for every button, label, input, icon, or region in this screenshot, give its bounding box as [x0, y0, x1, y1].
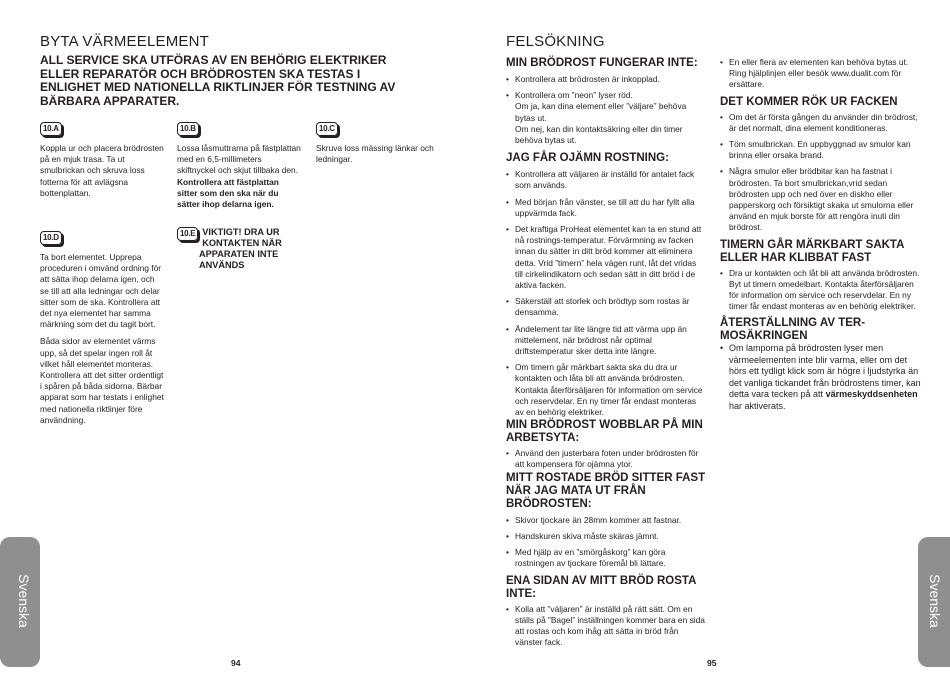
list-item-continued: • En eller flera av elementen kan behöva bytas ut. Ring hjälplinjen eller besök www.dualit.com för ersättare.	[720, 57, 922, 91]
step-badge: 10.D	[40, 231, 62, 245]
list-item: • Några smulor eller brödbitar kan ha fastnat i brödrosten. Ta bort smulbrickan,vrid sedan brödrosten upp och ned över en diskho eller papperskorg och försiktigt skaka ut smulorna eller använd en mjuk borste för att rengöra inuti din brödrost.	[720, 166, 922, 233]
language-tab-left	[0, 537, 40, 667]
page-number-right: 95	[707, 658, 717, 668]
list-item: • Kontrollera att väljaren är inställd för antalet fack som används.	[506, 169, 706, 191]
step-10d	[40, 227, 164, 426]
step-text: Koppla ur och placera brödrosten på en mjuk trasa. Ta ut smulbrickan och skruva loss fotterna för att avlägsna bottenplattan.	[40, 143, 164, 198]
step-note: Kontrollera att fästplattan sitter som den ska när du sätter ihop delarna igen.	[177, 176, 279, 210]
step-10b	[177, 118, 301, 210]
list-item: • Handskuren skiva måste skäras jämnt.	[506, 531, 706, 542]
list-item: • Kontrollera om ”neon” lyser röd. Om ja, kan dina element eller ”väljare” behöva bytas ut. Om nej, kan din kontaktsäkring eller din timer behöva bytas ut.	[506, 90, 706, 146]
section-heading: MIN BRÖDROST FUNGERAR INTE:	[506, 57, 698, 69]
section-heading: MITT ROSTADE BRÖD SITTER FAST NÄR JAG MATA UT FRÅN BRÖDROSTEN:	[506, 471, 706, 510]
section-heading: ÅTERSTÄLLNING AV TER-MOSÄKRINGEN	[720, 317, 866, 343]
section-heading: ENA SIDAN AV MITT BRÖD ROSTA INTE:	[506, 574, 696, 600]
list-item: • Om det är första gången du använder din brödrost, är det normalt, dina element konditioneras.	[720, 112, 922, 134]
section-heading: JAG FÅR OJÄMN ROSTNING:	[506, 152, 669, 165]
step-badge: 10.C	[316, 122, 338, 136]
list-item: • Kontrollera att brödrosten är inkopplad.	[506, 74, 706, 85]
step-badge: 10.A	[40, 122, 62, 136]
list-item: • Om lamporna på brödrosten lyser men värmeelementen inte blir varma, eller om det hörs ett tydligt klick som är högre i ljudstyrka än det vanliga tickandet från brödrostens timer, kan detta vara tecken på att värmeskyddsenheten har aktiverats.	[720, 343, 922, 412]
list-item: • Det kraftiga ProHeat elementet kan ta en stund att nå rostnings-temperatur. Förvärmning av facken innan du sätter in ditt bröd kommer att eliminera detta. Vrid ”timern” hela vägen runt, låt det vridas till cirkelindikatorn och sedan sätt in ditt bröd i de aktiva facken.	[506, 224, 706, 291]
step-text-2: Båda sidor av elementet värms upp, så det spelar ingen roll åt vilket håll elementet monteras. Kontrollera att det sitter ordentligt i spåren på båda sidorna. Bärbar apparat som har testats i enlighet med nationella riktlinjer före användning.	[40, 336, 164, 425]
step-text: Ta bort elementet. Upprepa proceduren i omvänd ordning för att sätta ihop delarna igen, och se till att alla ledningar och delar sitter som de ska. Kontrollera att det nya elementet har samma märkning som det du tagit bort.	[40, 252, 162, 330]
step-10c	[316, 118, 442, 165]
service-warning: ALL SERVICE SKA UTFÖRAS AV EN BEHÖRIG ELEKTRIKER ELLER REPARATÖR OCH BRÖDROSTEN SKA TESTAS I ENLIGHET MED NATIONELLA RIKTLINJER FÖR TESTNING AV BÄRBARA APPARATER.	[40, 53, 396, 108]
list-item: • Om timern går märkbart sakta ska du dra ur kontakten och låta bli att använda brödrosten. Kontakta återförsäljaren för information om service och reservdelar. En ny timer får endast monteras av en behörig elektriker.	[506, 362, 706, 418]
left-page-title: BYTA VÄRMEELEMENT	[40, 33, 209, 50]
language-tab-right	[918, 537, 950, 667]
list-item: • Ändelement tar lite längre tid att värma upp än mittelement, när brödrost når optimal driftstemperatur sker detta inte längre.	[506, 324, 706, 358]
list-item: • Kolla att ”väljaren” är inställd på rätt sätt. Om en ställs på ”Bagel” inställningen kommer bara en sida att rostas och kom ihåg att sätta in bröd från vänster fack.	[506, 604, 706, 649]
list-item: • Töm smulbrickan. En uppbyggnad av smulor kan brinna eller orsaka brand.	[720, 139, 922, 161]
step-badge: 10.E	[177, 227, 198, 241]
troubleshooting-column-1	[506, 57, 706, 653]
language-tab-label: Svenska	[15, 574, 32, 628]
step-10a	[40, 118, 168, 199]
step-10e	[177, 227, 302, 271]
list-item: • Med hjälp av en ”smörgåskorg” kan göra rostningen av tjockare föremål bli lättare.	[506, 547, 706, 569]
section-heading: MIN BRÖDROST WOBBLAR PÅ MIN ARBETSYTA:	[506, 419, 703, 445]
step-text: Skruva loss mässing länkar och ledningar.	[316, 143, 434, 165]
language-tab-label: Svenska	[926, 574, 943, 628]
list-item: • Skivor tjockare än 28mm kommer att fastnar.	[506, 515, 706, 526]
list-item: • Använd den justerbara foten under brödrosten för att kompensera för ojämna ytor.	[506, 448, 706, 470]
unplug-warning: VIKTIGT! DRA UR KONTAKTEN NÄR APPARATEN INTE ANVÄNDS	[199, 227, 282, 270]
section-heading: DET KOMMER RÖK UR FACKEN	[720, 95, 898, 108]
section-heading: TIMERN GÅR MÄRKBART SAKTA ELLER HAR KLIBBAT FAST	[720, 238, 904, 264]
list-item: • Säkerställ att storlek och brödtyp som rostas är densamma.	[506, 296, 706, 318]
troubleshooting-column-2	[720, 57, 922, 417]
list-item: • Med början från vänster, se till att du har fyllt alla uppvärmda fack.	[506, 197, 706, 219]
page-number-left: 94	[231, 658, 241, 668]
step-badge: 10.B	[177, 122, 199, 136]
list-item: • Dra ur kontakten och låt bli att använda brödrosten. Byt ut timern omedelbart. Kontakta återförsäljaren för information om service och reservdelar. En ny timer får endast monteras av en behörig elektriker.	[720, 268, 922, 313]
step-text: Lossa låsmuttrarna på fästplattan med en 6,5-millimeters skiftnyckel och skjut tillbaka den.	[177, 143, 301, 176]
right-page-title: FELSÖKNING	[506, 33, 605, 50]
